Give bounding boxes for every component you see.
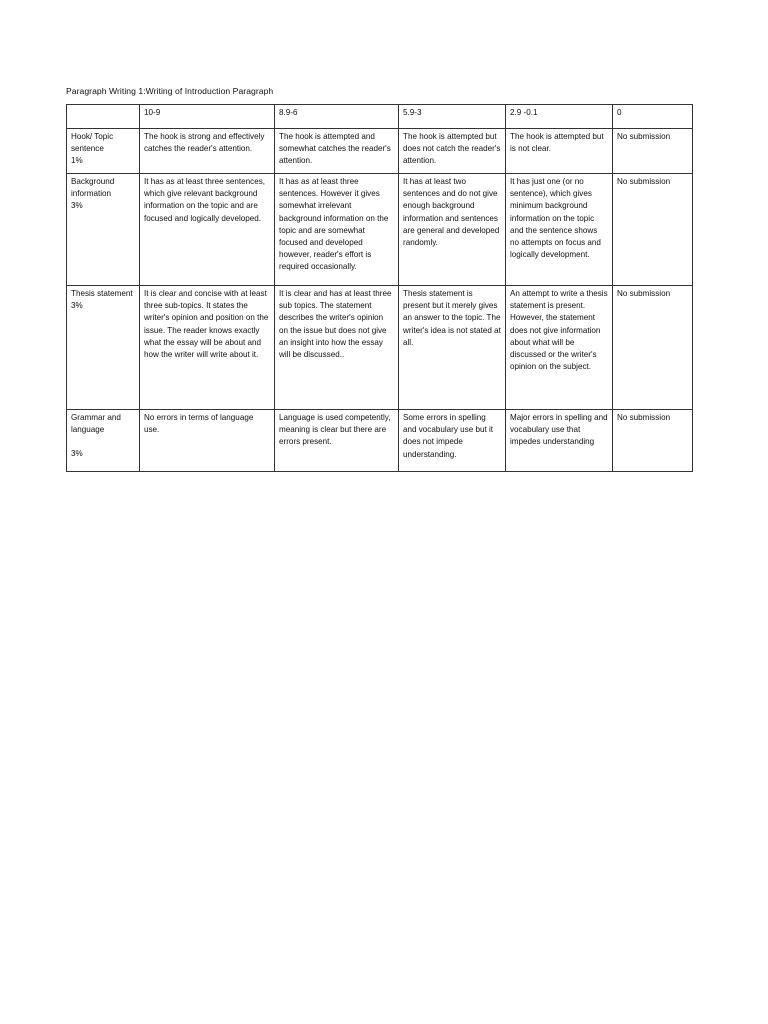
descriptor-cell xyxy=(275,410,399,472)
descriptor-cell xyxy=(399,286,506,410)
table-row xyxy=(67,129,693,174)
criterion-name: Background information xyxy=(71,177,115,199)
criterion-cell xyxy=(67,174,140,286)
descriptor-cell xyxy=(275,174,399,286)
descriptor-cell xyxy=(140,410,275,472)
table-row xyxy=(67,174,693,286)
descriptor-cell xyxy=(275,286,399,410)
descriptor-text: Language is used competently, meaning is clear but there are errors present. xyxy=(279,413,391,447)
descriptor-cell xyxy=(506,286,613,410)
descriptor-text: It has at least two sentences and do not give enough background information and sentences are general and developed randomly. xyxy=(403,177,500,248)
descriptor-text: No submission xyxy=(617,289,671,298)
descriptor-cell xyxy=(613,129,693,174)
table-row xyxy=(67,410,693,472)
descriptor-cell xyxy=(613,286,693,410)
descriptor-cell xyxy=(506,174,613,286)
descriptor-cell xyxy=(399,174,506,286)
header-cell-score-8.9-6: 8.9-6 xyxy=(275,105,399,129)
descriptor-cell xyxy=(399,129,506,174)
descriptor-cell xyxy=(140,129,275,174)
header-cell-score-5.9-3: 5.9-3 xyxy=(399,105,506,129)
criterion-cell xyxy=(67,286,140,410)
descriptor-text: No submission xyxy=(617,413,671,422)
descriptor-text: It has just one (or no sentence), which gives minimum background information on the topic and the sentence shows no attempts on focus and logically development. xyxy=(510,177,601,260)
header-cell-score-0: 0 xyxy=(613,105,693,129)
table-row xyxy=(67,286,693,410)
descriptor-cell xyxy=(613,174,693,286)
descriptor-text: The hook is strong and effectively catches the reader's attention. xyxy=(144,132,265,154)
descriptor-cell xyxy=(140,174,275,286)
descriptor-text: No submission xyxy=(617,177,671,186)
descriptor-cell xyxy=(506,129,613,174)
criterion-weight: 1% xyxy=(71,156,83,166)
descriptor-cell xyxy=(399,410,506,472)
descriptor-text: The hook is attempted but is not clear. xyxy=(510,132,604,154)
descriptor-text: It has as at least three sentences. However it gives somewhat irrelevant background information on the topic and are somewhat focused and developed however, reader's effort is required occasionally. xyxy=(279,177,389,272)
descriptor-text: An attempt to write a thesis statement is present. However, the statement does not give information about what will be discussed or the writer's opinion on the subject. xyxy=(510,289,608,372)
rubric-table xyxy=(66,104,693,472)
descriptor-text: It is clear and has at least three sub topics. The statement describes the writer's opinion on the issue but does not give an insight into how the essay will be discussed.. xyxy=(279,289,392,360)
document-title: Paragraph Writing 1:Writing of Introduction Paragraph xyxy=(66,86,274,96)
criterion-name: Hook/ Topic sentence xyxy=(71,132,114,154)
header-cell-score-2.9-0.1: 2.9 -0.1 xyxy=(506,105,613,129)
descriptor-cell xyxy=(506,410,613,472)
criterion-weight: 3% xyxy=(71,201,83,211)
descriptor-text: It has as at least three sentences, which give relevant background information on the topic and are focused and logically developed. xyxy=(144,177,266,223)
table-header-row xyxy=(67,105,693,129)
descriptor-text: Major errors in spelling and vocabulary use that impedes understanding xyxy=(510,413,608,447)
criterion-name: Grammar and language xyxy=(71,413,121,435)
descriptor-text: No errors in terms of language use. xyxy=(144,413,254,435)
criterion-cell xyxy=(67,129,140,174)
criterion-name: Thesis statement xyxy=(71,289,133,298)
descriptor-text: Thesis statement is present but it merely gives an answer to the topic. The writer's idea is not stated at all. xyxy=(403,289,501,347)
criterion-weight: 3% xyxy=(71,301,83,311)
header-cell-criterion xyxy=(67,105,140,129)
descriptor-cell xyxy=(275,129,399,174)
criterion-weight: 3% xyxy=(71,449,83,459)
descriptor-text: Some errors in spelling and vocabulary use but it does not impede understanding. xyxy=(403,413,493,459)
descriptor-cell xyxy=(140,286,275,410)
descriptor-text: No submission xyxy=(617,132,671,141)
criterion-cell xyxy=(67,410,140,472)
descriptor-cell xyxy=(613,410,693,472)
descriptor-text: It is clear and concise with at least three sub-topics. It states the writer's opinion and position on the issue. The reader knows exactly what the essay will be about and how the writer will write about it. xyxy=(144,289,269,360)
descriptor-text: The hook is attempted and somewhat catches the reader's attention. xyxy=(279,132,391,166)
descriptor-text: The hook is attempted but does not catch the reader's attention. xyxy=(403,132,501,166)
header-cell-score-10-9: 10-9 xyxy=(140,105,275,129)
